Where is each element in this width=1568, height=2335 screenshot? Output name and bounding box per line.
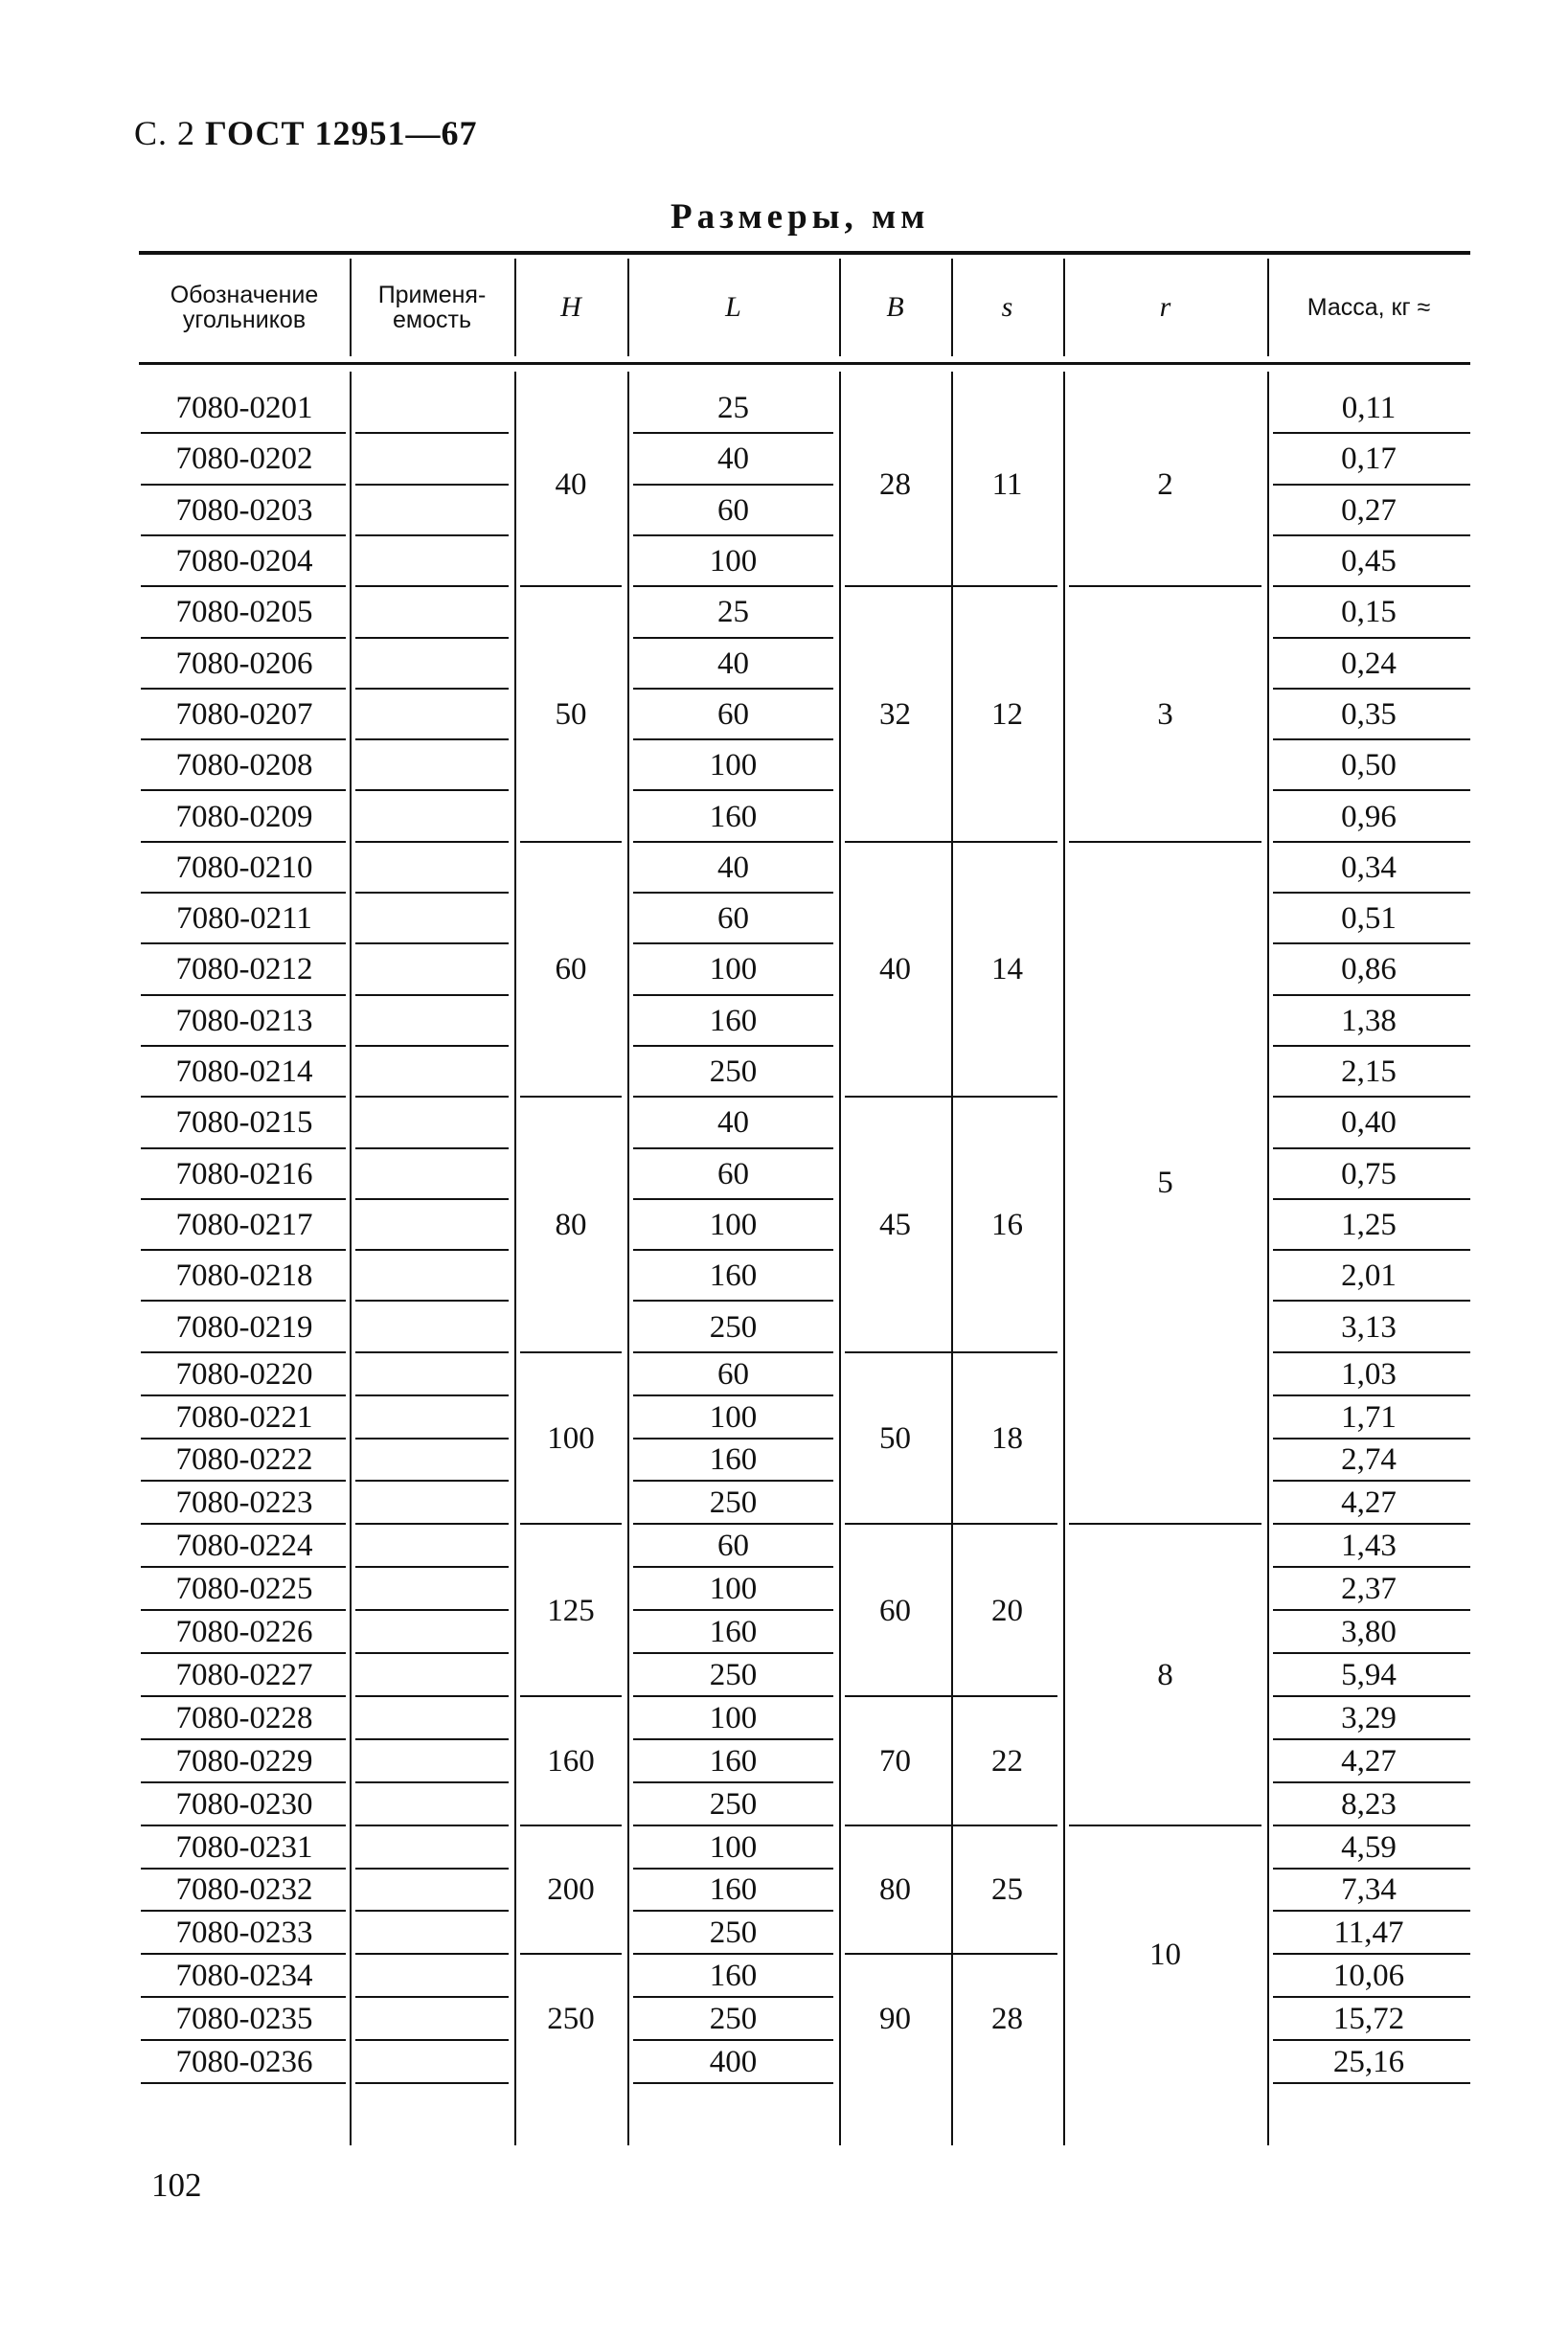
thickness-cell: 12 xyxy=(991,696,1023,732)
mass-cell: 1,71 xyxy=(1341,1399,1397,1435)
length-cell: 160 xyxy=(709,1258,758,1294)
row-rule xyxy=(355,1652,509,1654)
length-cell: 160 xyxy=(709,1743,758,1779)
designation-cell: 7080-0234 xyxy=(175,1959,313,1994)
row-rule xyxy=(355,1096,509,1098)
designation-cell: 7080-0202 xyxy=(175,442,313,477)
header-applicability: Применя-емость xyxy=(377,281,487,333)
mass-cell: 1,38 xyxy=(1341,1003,1397,1038)
row-rule xyxy=(355,1781,509,1783)
height-cell: 80 xyxy=(555,1207,587,1242)
mass-cell: 3,80 xyxy=(1341,1615,1397,1650)
designation-cell: 7080-0213 xyxy=(175,1003,313,1038)
row-rule xyxy=(355,2082,509,2084)
mass-cell: 11,47 xyxy=(1333,1916,1404,1951)
mass-cell: 1,25 xyxy=(1341,1207,1397,1242)
height-cell: 160 xyxy=(547,1743,595,1779)
row-rule xyxy=(355,1825,509,1826)
header-mass: Масса, кг ≈ xyxy=(1307,293,1431,321)
length-cell: 250 xyxy=(709,1657,758,1692)
row-rule xyxy=(355,1480,509,1482)
mass-cell: 0,11 xyxy=(1341,391,1397,426)
length-cell: 160 xyxy=(709,1003,758,1038)
row-rule xyxy=(355,1910,509,1912)
table-caption: Размеры, мм xyxy=(670,197,930,237)
length-cell: 40 xyxy=(717,850,749,885)
height-cell: 125 xyxy=(547,1593,595,1628)
designation-cell: 7080-0201 xyxy=(175,391,313,426)
row-rule xyxy=(355,534,509,536)
row-rule xyxy=(355,1300,509,1302)
row-rule xyxy=(355,1394,509,1396)
designation-cell: 7080-0236 xyxy=(175,2045,313,2080)
row-rule xyxy=(355,1351,509,1353)
width-cell: 28 xyxy=(879,467,911,503)
row-rule xyxy=(355,1738,509,1740)
row-rule xyxy=(355,994,509,996)
width-cell: 80 xyxy=(879,1872,911,1908)
row-rule xyxy=(355,1523,509,1525)
length-cell: 100 xyxy=(709,1399,758,1435)
body-column-divider xyxy=(1267,372,1269,2145)
designation-cell: 7080-0231 xyxy=(175,1829,313,1865)
body-column-divider xyxy=(627,372,629,2145)
row-rule xyxy=(355,2039,509,2041)
thickness-cell: 16 xyxy=(991,1207,1023,1242)
row-rule xyxy=(355,1249,509,1251)
row-rule xyxy=(355,688,509,690)
length-cell: 250 xyxy=(709,1309,758,1345)
designation-cell: 7080-0232 xyxy=(175,1872,313,1908)
designation-cell: 7080-0206 xyxy=(175,646,313,681)
mass-cell: 0,51 xyxy=(1341,901,1397,937)
length-cell: 100 xyxy=(709,544,758,579)
thickness-cell: 11 xyxy=(991,467,1023,503)
length-cell: 60 xyxy=(717,1156,749,1191)
designation-cell: 7080-0223 xyxy=(175,1485,313,1521)
designation-cell: 7080-0229 xyxy=(175,1743,313,1779)
designation-cell: 7080-0225 xyxy=(175,1572,313,1607)
row-rule xyxy=(355,1695,509,1697)
mass-cell: 0,75 xyxy=(1341,1156,1397,1191)
designation-cell: 7080-0233 xyxy=(175,1916,313,1951)
width-cell: 45 xyxy=(879,1207,911,1242)
designation-cell: 7080-0214 xyxy=(175,1054,313,1090)
thickness-cell: 20 xyxy=(991,1593,1023,1628)
row-rule xyxy=(355,484,509,486)
mass-cell: 0,40 xyxy=(1341,1105,1397,1141)
mass-cell: 3,13 xyxy=(1341,1309,1397,1345)
designation-cell: 7080-0228 xyxy=(175,1700,313,1735)
designation-cell: 7080-0216 xyxy=(175,1156,313,1191)
mass-cell: 10,06 xyxy=(1332,1959,1405,1994)
mass-cell: 0,34 xyxy=(1341,850,1397,885)
length-cell: 40 xyxy=(717,646,749,681)
designation-cell: 7080-0235 xyxy=(175,2002,313,2037)
mass-cell: 3,29 xyxy=(1341,1700,1397,1735)
mass-cell: 0,17 xyxy=(1341,442,1397,477)
row-rule xyxy=(355,1147,509,1149)
mass-cell: 2,15 xyxy=(1341,1054,1397,1090)
row-rule xyxy=(355,1198,509,1200)
row-rule xyxy=(355,585,509,587)
header-h: H xyxy=(560,291,581,324)
length-cell: 40 xyxy=(717,442,749,477)
radius-cell: 2 xyxy=(1157,467,1173,503)
header-b: B xyxy=(886,291,904,324)
row-rule xyxy=(355,1045,509,1047)
mass-cell: 0,86 xyxy=(1341,952,1397,987)
radius-cell: 5 xyxy=(1157,1166,1173,1201)
length-cell: 100 xyxy=(709,1700,758,1735)
designation-cell: 7080-0205 xyxy=(175,595,313,630)
length-cell: 160 xyxy=(709,1442,758,1478)
mass-cell: 0,27 xyxy=(1341,492,1397,528)
height-cell: 250 xyxy=(547,2002,595,2037)
mass-cell: 1,03 xyxy=(1341,1356,1397,1392)
page-number: 102 xyxy=(151,2166,202,2204)
mass-cell: 0,50 xyxy=(1341,748,1397,783)
length-cell: 60 xyxy=(717,901,749,937)
designation-cell: 7080-0220 xyxy=(175,1356,313,1392)
mass-cell: 7,34 xyxy=(1341,1872,1397,1908)
designation-cell: 7080-0221 xyxy=(175,1399,313,1435)
mass-cell: 4,27 xyxy=(1341,1743,1397,1779)
designation-cell: 7080-0217 xyxy=(175,1207,313,1242)
width-cell: 40 xyxy=(879,952,911,987)
mass-cell: 0,35 xyxy=(1341,696,1397,732)
row-rule xyxy=(355,1868,509,1870)
length-cell: 100 xyxy=(709,1829,758,1865)
row-rule xyxy=(1273,2082,1470,2084)
height-cell: 200 xyxy=(547,1872,595,1908)
row-rule xyxy=(355,637,509,639)
mass-cell: 2,01 xyxy=(1341,1258,1397,1294)
width-cell: 70 xyxy=(879,1743,911,1779)
designation-cell: 7080-0219 xyxy=(175,1309,313,1345)
length-cell: 250 xyxy=(709,2002,758,2037)
mass-cell: 2,37 xyxy=(1341,1572,1397,1607)
row-rule xyxy=(355,738,509,740)
thickness-cell: 22 xyxy=(991,1743,1023,1779)
row-rule xyxy=(141,2082,346,2084)
designation-cell: 7080-0226 xyxy=(175,1615,313,1650)
designation-cell: 7080-0227 xyxy=(175,1657,313,1692)
length-cell: 25 xyxy=(717,595,749,630)
standard-number: ГОСТ 12951—67 xyxy=(205,114,478,152)
height-cell: 100 xyxy=(547,1420,595,1456)
row-rule xyxy=(633,2082,833,2084)
length-cell: 60 xyxy=(717,1356,749,1392)
header-l: L xyxy=(725,291,741,324)
designation-cell: 7080-0211 xyxy=(176,901,312,937)
mass-cell: 0,15 xyxy=(1341,595,1397,630)
length-cell: 160 xyxy=(709,1615,758,1650)
height-cell: 50 xyxy=(555,696,587,732)
thickness-cell: 14 xyxy=(991,952,1023,987)
length-cell: 100 xyxy=(709,952,758,987)
designation-cell: 7080-0222 xyxy=(175,1442,313,1478)
length-cell: 160 xyxy=(709,799,758,834)
length-cell: 250 xyxy=(709,1485,758,1521)
width-cell: 60 xyxy=(879,1593,911,1628)
mass-cell: 15,72 xyxy=(1332,2002,1405,2037)
length-cell: 60 xyxy=(717,1529,749,1564)
designation-cell: 7080-0208 xyxy=(175,748,313,783)
row-rule xyxy=(355,1438,509,1440)
designation-cell: 7080-0230 xyxy=(175,1786,313,1822)
length-cell: 250 xyxy=(709,1916,758,1951)
radius-cell: 8 xyxy=(1157,1657,1173,1692)
width-cell: 90 xyxy=(879,2002,911,2037)
mass-cell: 0,24 xyxy=(1341,646,1397,681)
body-column-divider xyxy=(350,372,352,2145)
thickness-cell: 18 xyxy=(991,1420,1023,1456)
thickness-cell: 28 xyxy=(991,2002,1023,2037)
designation-cell: 7080-0209 xyxy=(175,799,313,834)
designation-cell: 7080-0203 xyxy=(175,492,313,528)
row-rule xyxy=(355,789,509,791)
table-top-rule xyxy=(139,251,1470,255)
designation-cell: 7080-0207 xyxy=(175,696,313,732)
length-cell: 160 xyxy=(709,1959,758,1994)
radius-cell: 3 xyxy=(1157,696,1173,732)
width-cell: 50 xyxy=(879,1420,911,1456)
mass-cell: 2,74 xyxy=(1341,1442,1397,1478)
length-cell: 25 xyxy=(717,391,749,426)
row-rule xyxy=(355,841,509,843)
designation-cell: 7080-0212 xyxy=(175,952,313,987)
thickness-cell: 25 xyxy=(991,1872,1023,1908)
row-rule xyxy=(355,432,509,434)
length-cell: 250 xyxy=(709,1786,758,1822)
length-cell: 100 xyxy=(709,1207,758,1242)
mass-cell: 8,23 xyxy=(1341,1786,1397,1822)
header-r: r xyxy=(1159,291,1171,324)
length-cell: 60 xyxy=(717,492,749,528)
mass-cell: 5,94 xyxy=(1341,1657,1397,1692)
designation-cell: 7080-0224 xyxy=(175,1529,313,1564)
row-rule xyxy=(355,1953,509,1955)
header-designation: Обозначение угольников xyxy=(170,281,319,333)
mass-cell: 0,96 xyxy=(1341,799,1397,834)
width-cell: 32 xyxy=(879,696,911,732)
row-rule xyxy=(355,892,509,894)
row-rule xyxy=(355,1566,509,1568)
mass-cell: 1,43 xyxy=(1341,1529,1397,1564)
designation-cell: 7080-0210 xyxy=(175,850,313,885)
designation-cell: 7080-0218 xyxy=(175,1258,313,1294)
length-cell: 100 xyxy=(709,1572,758,1607)
row-rule xyxy=(355,942,509,944)
mass-cell: 0,45 xyxy=(1341,544,1397,579)
length-cell: 60 xyxy=(717,696,749,732)
length-cell: 40 xyxy=(717,1105,749,1141)
row-rule xyxy=(355,1609,509,1611)
height-cell: 60 xyxy=(555,952,587,987)
designation-cell: 7080-0215 xyxy=(175,1105,313,1141)
row-rule xyxy=(355,1996,509,1998)
length-cell: 250 xyxy=(709,1054,758,1090)
designation-cell: 7080-0204 xyxy=(175,544,313,579)
header-s: s xyxy=(1001,291,1013,324)
length-cell: 400 xyxy=(709,2045,758,2080)
mass-cell: 25,16 xyxy=(1332,2045,1405,2080)
radius-cell: 10 xyxy=(1149,1937,1181,1972)
mass-cell: 4,59 xyxy=(1341,1829,1397,1865)
length-cell: 100 xyxy=(709,748,758,783)
header-bottom-rule xyxy=(139,362,1470,365)
page-label: С. 2 xyxy=(134,114,196,152)
height-cell: 40 xyxy=(555,467,587,503)
length-cell: 160 xyxy=(709,1872,758,1908)
mass-cell: 4,27 xyxy=(1341,1485,1397,1521)
